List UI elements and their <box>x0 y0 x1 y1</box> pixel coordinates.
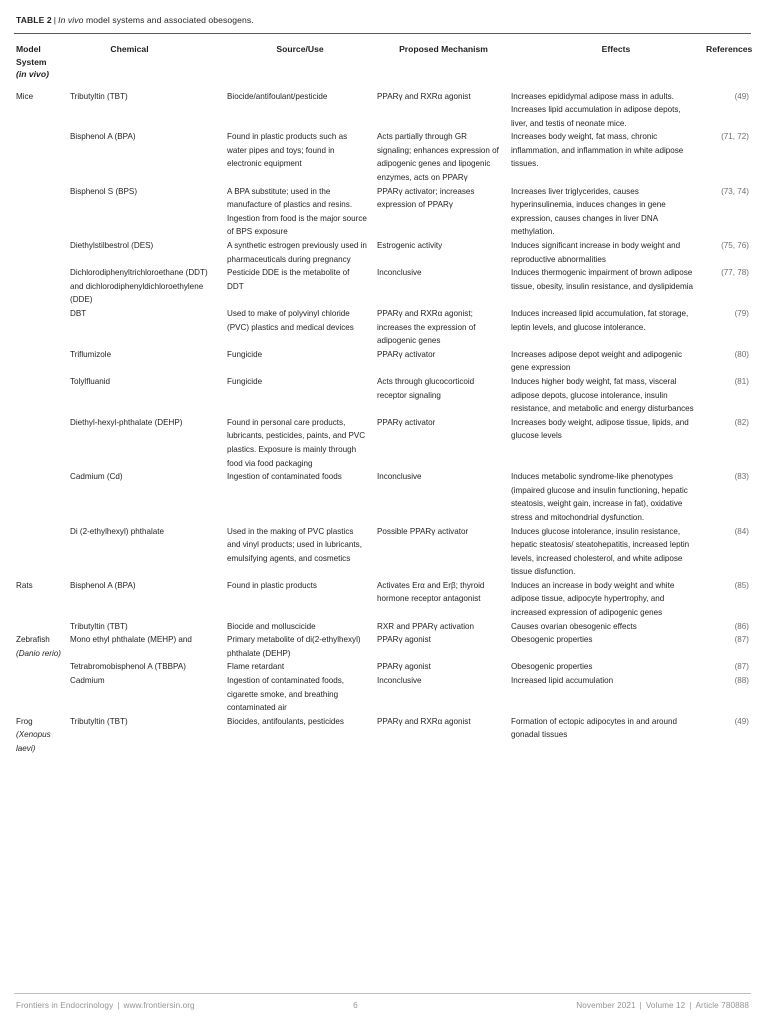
cell-effects: Induces metabolic syndrome-like phenotypes (impaired glucose and insulin functioning, hepatic steatosis, weight gain, increase in fat), oxidative stress and mitochondrial dysfunction. <box>511 472 688 522</box>
table-row <box>14 348 751 375</box>
model-system-species: (Danio rerio) <box>16 648 61 658</box>
table-row <box>14 416 751 470</box>
cell-effects: Formation of ectopic adipocytes in and around gonadal tissues <box>511 716 678 740</box>
header-source-use: Source/Use <box>276 44 324 54</box>
footer-journal: Frontiers in Endocrinology <box>16 1001 114 1010</box>
footer-volume: Volume 12 <box>645 1001 686 1010</box>
cell-chemical: Bisphenol A (BPA) <box>70 132 136 142</box>
cell-source-use: A synthetic estrogen previously used in pharmaceuticals during pregnancy <box>227 241 367 264</box>
cell-source-use: Found in plastic products <box>227 580 317 590</box>
cell-chemical: Tolylfluanid <box>70 376 111 386</box>
header-proposed-mechanism: Proposed Mechanism <box>399 44 488 54</box>
cell-reference[interactable]: (84) <box>734 526 749 536</box>
footer-page-number: 6 <box>353 1001 358 1010</box>
cell-source-use: Used in the making of PVC plastics and vinyl products; used in lubricants, emulsifying agents, and cosmetics <box>227 526 362 563</box>
cell-chemical: Di (2-ethylhexyl) phthalate <box>70 526 165 536</box>
cell-model-system <box>14 416 70 470</box>
table-header <box>14 34 751 90</box>
cell-reference[interactable]: (49) <box>734 91 749 101</box>
cell-effects: Causes ovarian obesogenic effects <box>511 621 637 631</box>
cell-source-use: Ingestion of contaminated foods <box>227 472 342 482</box>
cell-chemical: Mono ethyl phthalate (MEHP) and <box>70 635 192 645</box>
footer-issue-date: November 2021 <box>576 1001 636 1010</box>
header-row <box>14 34 751 90</box>
caption-separator: | <box>53 15 57 25</box>
cell-reference[interactable]: (75, 76) <box>721 241 749 251</box>
cell-source-use: Fungicide <box>227 349 263 359</box>
cell-proposed-mechanism: RXR and PPARγ activation <box>377 621 475 631</box>
table-body <box>14 90 751 756</box>
cell-effects: Induces increased lipid accumulation, fat storage, leptin levels, and glucose intolerance. <box>511 309 689 332</box>
cell-chemical: Tributyltin (TBT) <box>70 621 128 631</box>
cell-model-system <box>14 130 70 184</box>
cell-reference[interactable]: (49) <box>734 716 749 726</box>
cell-source-use: Found in personal care products, lubricants, pesticides, paints, and PVC plastics. Exposure is mainly through food via food packaging <box>227 417 366 468</box>
table-row <box>14 470 751 524</box>
cell-proposed-mechanism: PPARγ and RXRα agonist <box>377 91 471 101</box>
cell-model-system <box>14 239 70 266</box>
table-row <box>14 674 751 715</box>
cell-source-use: A BPA substitute; used in the manufacture of plastics and resins. Ingestion from food is the major source of BPS exposure <box>227 186 367 237</box>
cell-model-system <box>14 185 70 239</box>
cell-effects: Increases liver triglycerides, causes hyperinsulinemia, induces changes in gene expression, causes changes in liver DNA methylation. <box>511 186 666 237</box>
cell-effects: Induces significant increase in body weight and reproductive abnormalities <box>511 241 681 264</box>
cell-chemical: DBT <box>70 309 87 318</box>
model-system-species: (Xenopus laevi) <box>16 730 51 753</box>
cell-model-system <box>14 525 70 579</box>
header-model-line3: (in vivo) <box>16 69 49 79</box>
footer-website[interactable]: www.frontiersin.org <box>123 1001 195 1010</box>
cell-reference[interactable]: (88) <box>734 676 749 686</box>
cell-model-system <box>14 348 70 375</box>
cell-source-use: Biocide/antifoulant/pesticide <box>227 91 328 101</box>
cell-proposed-mechanism: Possible PPARγ activator <box>377 526 469 536</box>
cell-effects: Obesogenic properties <box>511 662 593 672</box>
cell-reference[interactable]: (85) <box>734 580 749 590</box>
footer-issue-block <box>576 1001 751 1010</box>
table-row <box>14 579 751 620</box>
cell-chemical: Diethylstilbestrol (DES) <box>70 241 154 251</box>
header-references: References <box>706 44 753 54</box>
cell-reference[interactable]: (86) <box>734 621 749 631</box>
cell-proposed-mechanism: PPARγ and RXRα agonist; increases the expression of adipogenic genes <box>377 309 476 346</box>
cell-source-use: Fungicide <box>227 376 263 386</box>
table-row <box>14 307 751 348</box>
cell-proposed-mechanism: PPARγ activator <box>377 349 436 359</box>
cell-model-system <box>14 579 70 620</box>
cell-model-system <box>14 375 70 416</box>
table-row <box>14 633 751 660</box>
cell-source-use: Ingestion of contaminated foods, cigarette smoke, and breathing contaminated air <box>227 676 344 713</box>
cell-effects: Increases body weight, fat mass, chronic inflammation, and inflammation in white adipose tissues. <box>511 132 684 169</box>
cell-effects: Obesogenic properties <box>511 635 593 645</box>
header-model-line1: Model <box>16 44 41 54</box>
cell-model-system <box>14 660 70 674</box>
cell-proposed-mechanism: PPARγ agonist <box>377 635 431 645</box>
cell-chemical: Bisphenol S (BPS) <box>70 186 138 196</box>
page-footer <box>14 993 751 1010</box>
cell-chemical: Cadmium <box>70 676 105 686</box>
cell-reference[interactable]: (81) <box>734 376 749 386</box>
cell-model-system <box>14 470 70 524</box>
cell-proposed-mechanism: Inconclusive <box>377 472 422 482</box>
cell-reference[interactable]: (87) <box>734 662 749 672</box>
cell-model-system <box>14 307 70 348</box>
table-row <box>14 130 751 184</box>
cell-model-system <box>14 715 70 756</box>
header-model-system <box>14 34 70 90</box>
cell-model-system <box>14 90 70 131</box>
model-system-name: Rats <box>16 580 33 590</box>
footer-separator-2: | <box>639 1001 642 1010</box>
obesogens-table <box>14 34 751 756</box>
cell-chemical: Tributyltin (TBT) <box>70 91 128 101</box>
cell-effects: Increases body weight, adipose tissue, lipids, and glucose levels <box>511 417 689 441</box>
cell-proposed-mechanism: PPARγ agonist <box>377 662 431 672</box>
cell-chemical: Triflumizole <box>70 349 112 359</box>
table-row <box>14 239 751 266</box>
table-row <box>14 715 751 756</box>
cell-proposed-mechanism: Activates Erα and Erβ; thyroid hormone receptor antagonist <box>377 580 485 604</box>
cell-model-system <box>14 620 70 634</box>
cell-model-system <box>14 266 70 307</box>
footer-rule <box>14 993 751 994</box>
cell-source-use: Flame retardant <box>227 662 285 672</box>
cell-source-use: Used to make of polyvinyl chloride (PVC) plastics and medical devices <box>227 309 354 332</box>
cell-source-use: Pesticide DDE is the metabolite of DDT <box>227 268 350 291</box>
cell-source-use: Primary metabolite of di(2-ethylhexyl) phthalate (DEHP) <box>227 635 361 658</box>
caption-title-rest: model systems and associated obesogens. <box>83 15 254 25</box>
cell-effects: Increases epididymal adipose mass in adults. Increases lipid accumulation in adipose depots, liver, and testis of neonate mice. <box>511 91 681 128</box>
cell-reference[interactable]: (82) <box>734 417 749 427</box>
cell-chemical: Tributyltin (TBT) <box>70 716 128 726</box>
model-system-name: Mice <box>16 91 34 101</box>
cell-reference[interactable]: (73, 74) <box>721 186 749 196</box>
cell-proposed-mechanism: PPARγ activator; increases expression of PPARγ <box>377 186 475 210</box>
cell-chemical: Tetrabromobisphenol A (TBBPA) <box>70 662 186 672</box>
cell-chemical: Dichlorodiphenyltrichloroethane (DDT) and dichlorodiphenyldichloroethylene (DDE) <box>70 268 208 305</box>
cell-model-system <box>14 674 70 715</box>
cell-reference[interactable]: (83) <box>734 472 749 482</box>
cell-model-system <box>14 633 70 660</box>
cell-effects: Induces higher body weight, fat mass, visceral adipose depots, glucose intolerance, insulin resistance, and metabolic and energy disturbances <box>511 376 694 414</box>
table-row <box>14 185 751 239</box>
caption-title-italic: In vivo <box>58 15 84 25</box>
table-row <box>14 375 751 416</box>
table-row <box>14 620 751 634</box>
table-row <box>14 525 751 579</box>
cell-proposed-mechanism: Inconclusive <box>377 268 422 278</box>
cell-source-use: Found in plastic products such as water pipes and toys; found in electronic equipment <box>227 132 348 169</box>
table-row <box>14 90 751 131</box>
footer-separator-3: | <box>689 1001 692 1010</box>
cell-effects: Increased lipid accumulation <box>511 676 614 686</box>
table-row <box>14 660 751 674</box>
cell-reference[interactable]: (71, 72) <box>721 132 749 142</box>
cell-chemical: Diethyl-hexyl-phthalate (DEHP) <box>70 417 183 427</box>
cell-source-use: Biocides, antifoulants, pesticides <box>227 716 344 726</box>
header-model-line2: System <box>16 56 47 67</box>
cell-effects: Induces thermogenic impairment of brown adipose tissue, obesity, insulin resistance, and dyslipidemia <box>511 268 694 291</box>
cell-source-use: Biocide and molluscicide <box>227 621 316 631</box>
table-number: TABLE 2 <box>16 15 52 25</box>
cell-proposed-mechanism: Acts through glucocorticoid receptor signaling <box>377 376 475 400</box>
header-chemical: Chemical <box>110 44 149 54</box>
cell-proposed-mechanism: Estrogenic activity <box>377 241 443 251</box>
cell-proposed-mechanism: Inconclusive <box>377 676 422 686</box>
cell-effects: Induces glucose intolerance, insulin resistance, hepatic steatosis/ steatohepatitis, increased leptin levels, increased cholesterol, and white adipose tissue disfunction. <box>511 526 690 577</box>
footer-journal-block <box>14 1001 195 1010</box>
table-row <box>14 266 751 307</box>
header-effects: Effects <box>601 44 631 54</box>
footer-separator-1: | <box>117 1001 120 1010</box>
cell-reference[interactable]: (87) <box>734 635 749 645</box>
cell-effects: Increases adipose depot weight and adipogenic gene expression <box>511 349 682 373</box>
model-system-name: Frog <box>16 716 33 726</box>
cell-effects: Induces an increase in body weight and white adipose tissue, adipocyte hypertrophy, and increased expression of adipogenic genes <box>511 580 675 618</box>
model-system-name: Zebrafish <box>16 635 50 645</box>
cell-reference[interactable]: (77, 78) <box>721 268 749 278</box>
cell-proposed-mechanism: Acts partially through GR signaling; enhances expression of adipogenic genes and lipogenic enzymes, acts on PPARγ <box>377 132 499 183</box>
cell-reference[interactable]: (80) <box>734 349 749 359</box>
cell-reference[interactable]: (79) <box>734 309 749 318</box>
footer-article: Article 780888 <box>695 1001 749 1010</box>
cell-chemical: Cadmium (Cd) <box>70 472 123 482</box>
table-caption <box>14 0 751 27</box>
cell-chemical: Bisphenol A (BPA) <box>70 580 136 590</box>
cell-proposed-mechanism: PPARγ and RXRα agonist <box>377 716 471 726</box>
cell-proposed-mechanism: PPARγ activator <box>377 417 436 427</box>
